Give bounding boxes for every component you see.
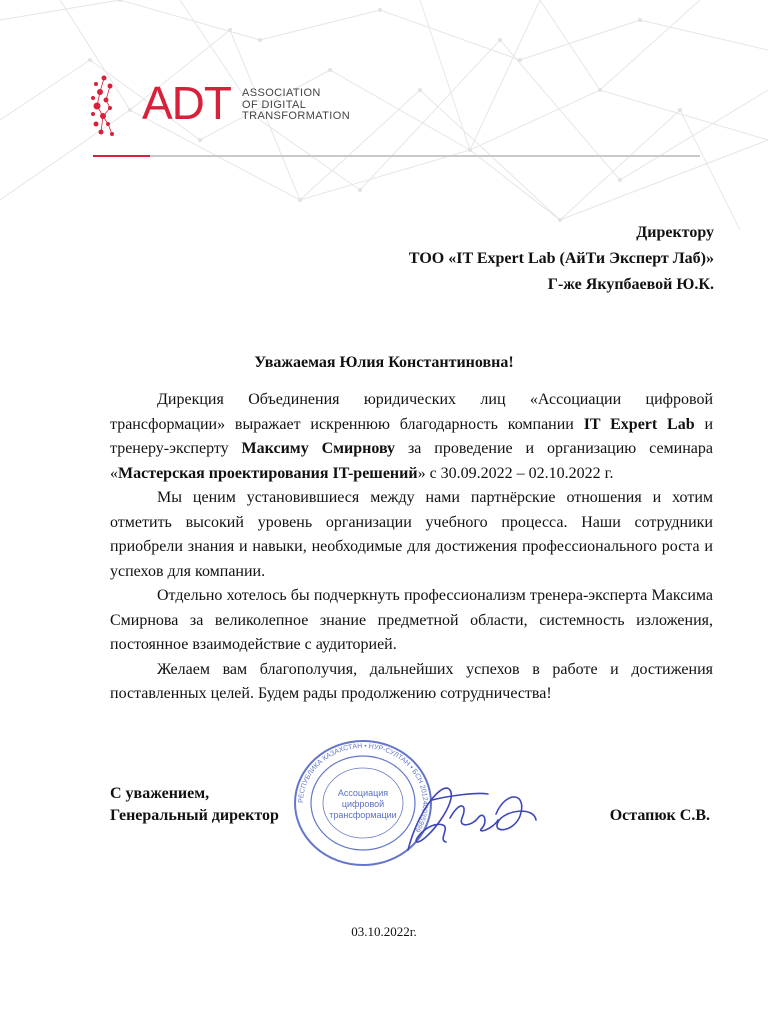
stamp-center-text: трансформации (329, 810, 397, 820)
stamp-center-text: Ассоциация (337, 788, 389, 798)
signer-name: Остапюк С.В. (609, 807, 710, 824)
header-rule-accent (93, 155, 150, 157)
stamp-ring-text: РЕСПУБЛИКА КАЗАХСТАН • НУР-СУЛТАН • БСН 201240035999 (297, 742, 429, 834)
body-paragraph: Мы ценим установившиеся между нами партнёрские отношения и хотим отметить высокий уровень организации учебного процесса. Наши сотрудники приобрели знания и навыки, необходимые для достижения профессионального роста и успехов для компании. (110, 489, 713, 580)
logo-subtitle (242, 88, 402, 123)
logo-subtitle-line: ASSOCIATION (242, 87, 321, 99)
closing-regards: С уважением, (110, 785, 210, 802)
logo-wordmark: ADT (142, 77, 231, 129)
letter-body (110, 388, 713, 707)
body-paragraph: Отдельно хотелось бы подчеркнуть профессионализм тренера-эксперта Максима Смирнова за великолепное знание предметной области, системность изложения, постоянное взаимодействие с аудиторией. (110, 587, 713, 653)
addressee-name: Г-же Якупбаевой Ю.К. (547, 276, 714, 293)
closing-position: Генеральный директор (110, 807, 279, 824)
body-paragraph: Дирекция Объединения юридических лиц «Ассоциации цифровой трансформации» выражает искреннюю благодарность компании IT Expert Lab и тренеру-эксперту Максиму Смирнову за проведение и организацию семинара «Мастерская проектирования IT-решений» с 30.09.2022 – 02.10.2022 г. (110, 391, 714, 482)
addressee-company: ТОО «IT Expert Lab (АйТи Эксперт Лаб)» (408, 250, 714, 267)
logo-subtitle-line: TRANSFORMATION (242, 110, 351, 122)
logo-subtitle-line: OF DIGITAL (242, 98, 307, 111)
adt-logo (90, 74, 390, 138)
letter-date: 03.10.2022г. (351, 924, 417, 939)
handwritten-signature (388, 770, 538, 860)
header-rule (150, 155, 700, 157)
dots-logo-icon (90, 74, 136, 138)
stamp-center-text: цифровой (341, 799, 385, 809)
closing-block (110, 783, 279, 827)
body-paragraph: Желаем вам благополучия, дальнейших успехов в работе и достижения поставленных целей. Будем рады продолжению сотрудничества! (110, 660, 713, 702)
salutation: Уважаемая Юлия Константиновна! (254, 354, 514, 371)
addressee-block (409, 220, 714, 298)
addressee-title: Директору (636, 224, 714, 241)
